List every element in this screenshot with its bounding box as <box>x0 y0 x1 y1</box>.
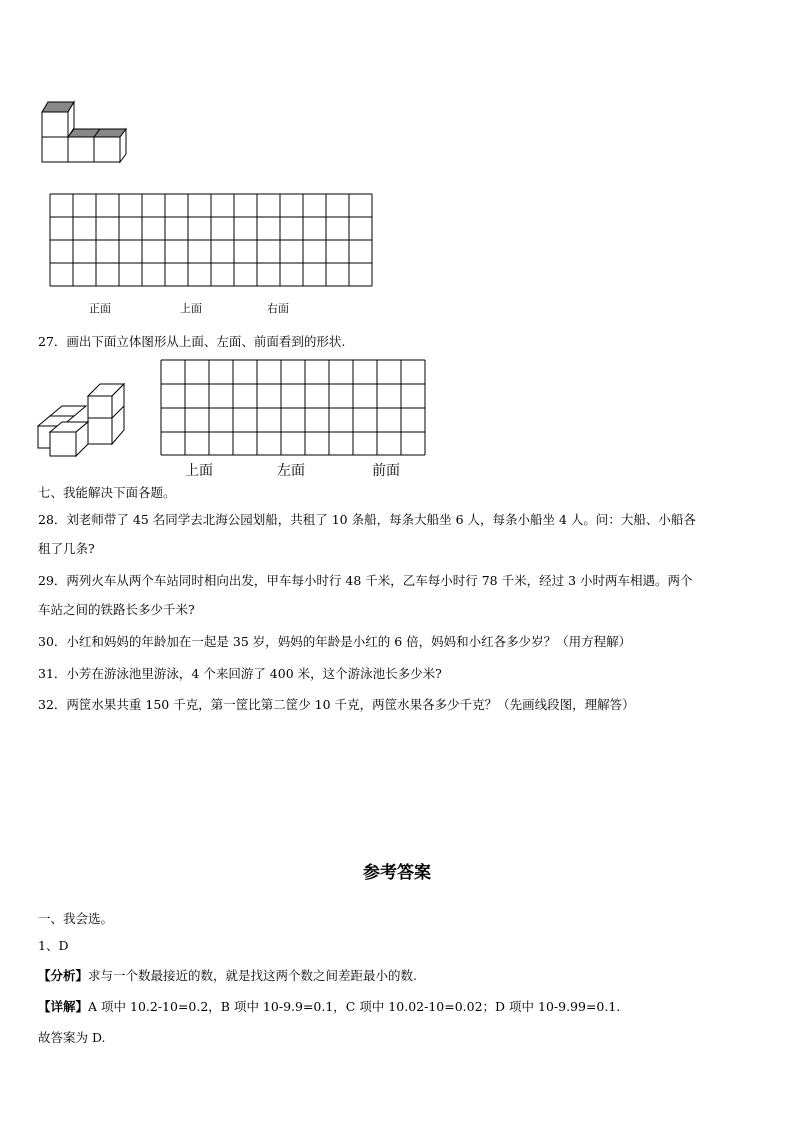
conclusion-line: 故答案为 D. <box>38 1030 106 1045</box>
analysis-text: 求与一个数最接近的数，就是找这两个数之间差距最小的数. <box>88 968 417 983</box>
q26-label-right: 右面 <box>267 302 289 315</box>
problem-30: 30．小红和妈妈的年龄加在一起是 35 岁，妈妈的年龄是小红的 6 倍，妈妈和小红各多少岁？（用方程解） <box>38 634 632 649</box>
problem-31: 31．小芳在游泳池里游泳，4 个来回游了 400 米，这个游泳池长多少米? <box>38 666 442 681</box>
q26-label-front: 正面 <box>89 302 111 315</box>
q26-grid <box>50 194 374 287</box>
q27-question: 27．画出下面立体图形从上面、左面、前面看到的形状. <box>38 334 346 349</box>
detail-text: A 项中 10.2-10=0.2，B 项中 10-9.9=0.1，C 项中 10.02-10=0.02；D 项中 10-9.99=0.1. <box>88 999 621 1014</box>
problem-29-line-2: 车站之间的铁路长多少千米? <box>38 602 195 617</box>
problem-29-line-1: 29．两列火车从两个车站同时相向出发，甲车每小时行 48 千米，乙车每小时行 78 千米，经过 3 小时两车相遇。两个 <box>38 573 693 588</box>
analysis-line <box>38 968 417 984</box>
q27-grid <box>161 360 427 456</box>
answers-section-1: 一、我会选。 <box>38 911 114 926</box>
analysis-tag: 【分析】 <box>38 968 89 983</box>
stacked-cubes-figure <box>36 380 130 458</box>
problem-32: 32．两筐水果共重 150 千克，第一筐比第二筐少 10 千克，两筐水果各多少千克？（先画线段图，理解答） <box>38 697 635 712</box>
q26-label-top: 上面 <box>180 302 202 315</box>
q27-label-left: 左面 <box>277 463 305 479</box>
problem-28-line-2: 租了几条? <box>38 541 95 556</box>
detail-tag: 【详解】 <box>38 999 89 1014</box>
q27-label-front: 前面 <box>372 463 400 479</box>
answers-title: 参考答案 <box>363 863 431 883</box>
problem-28-line-1: 28．刘老师带了 45 名同学去北海公园划船，共租了 10 条船，每条大船坐 6 人，每条小船坐 4 人。问：大船、小船各 <box>38 512 696 527</box>
l-shape-cube-figure <box>40 100 132 166</box>
section-7-heading: 七、我能解决下面各题。 <box>38 485 176 500</box>
detail-line <box>38 999 620 1015</box>
q27-label-top: 上面 <box>185 463 213 479</box>
answer-item-1: 1、D <box>38 938 69 953</box>
